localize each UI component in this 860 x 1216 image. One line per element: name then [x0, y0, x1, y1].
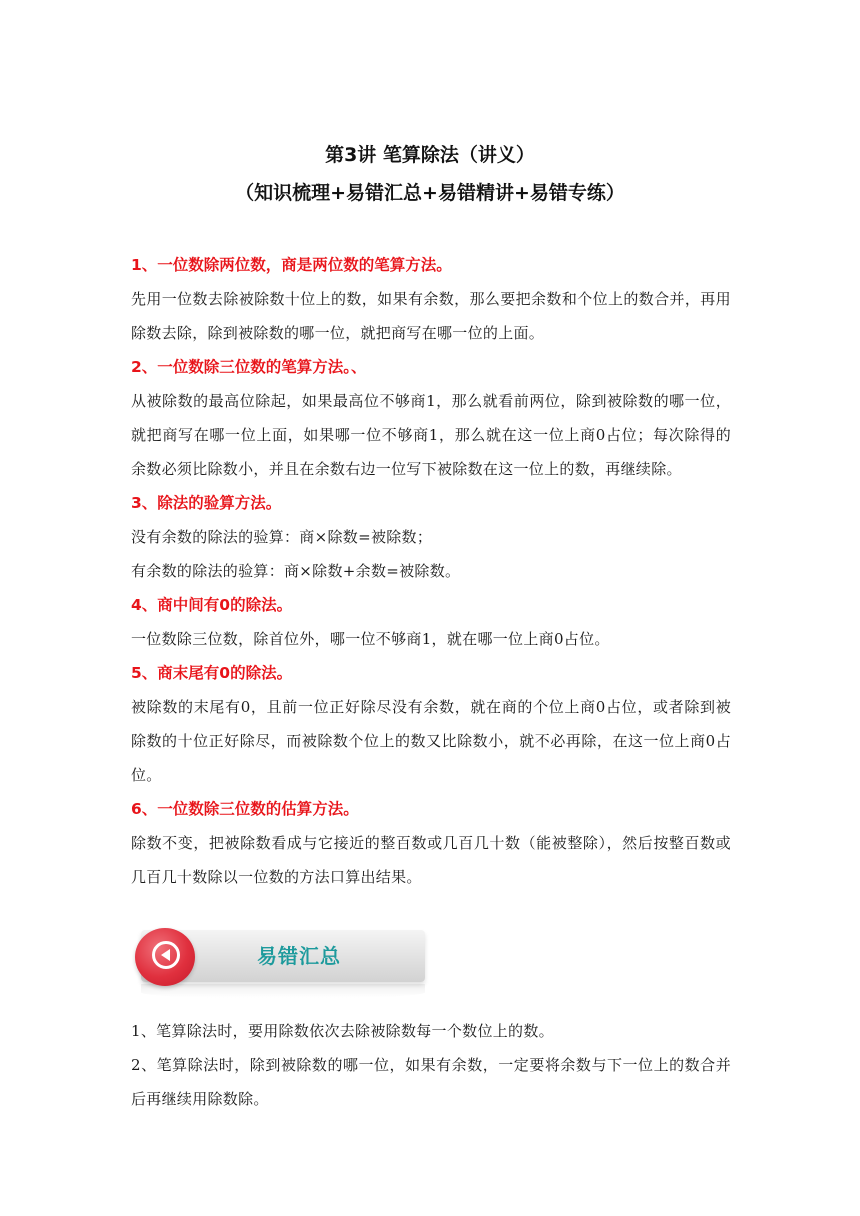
- section-body-5: 被除数的末尾有0，且前一位正好除尽没有余数，就在商的个位上商0占位，或者除到被除数的十位正好除尽，而被除数个位上的数又比除数小，就不必再除，在这一位上商0占位。: [131, 698, 731, 784]
- knowledge-section: [131, 248, 731, 894]
- section-body-6: 除数不变，把被除数看成与它接近的整百数或几百几十数（能被整除），然后按整百数或几百几十数除以一位数的方法口算出结果。: [131, 834, 731, 886]
- error-summary-list: [131, 1014, 731, 1116]
- banner-label: 易错汇总: [257, 944, 341, 968]
- section-heading-1: 1、一位数除两位数，商是两位数的笔算方法。: [131, 256, 452, 274]
- error-item-1: 1、笔算除法时，要用除数依次去除被除数每一个数位上的数。: [131, 1022, 554, 1040]
- section-heading-3: 3、除法的验算方法。: [131, 494, 282, 512]
- page-title: 第3讲 笔算除法（讲义）: [325, 144, 535, 166]
- section-line-3b: 有余数的除法的验算：商×除数+余数=被除数。: [131, 562, 461, 580]
- page-subtitle: （知识梳理+易错汇总+易错精讲+易错专练）: [235, 182, 625, 204]
- section-heading-2: 2、一位数除三位数的笔算方法。、: [131, 358, 367, 376]
- section-heading-6: 6、一位数除三位数的估算方法。: [131, 800, 359, 818]
- section-line-3a: 没有余数的除法的验算：商×除数=被除数；: [131, 528, 433, 546]
- error-summary-banner: [131, 928, 425, 984]
- section-body-2: 从被除数的最高位除起，如果最高位不够商1，那么就看前两位，除到被除数的哪一位，就把商写在哪一位上面，如果哪一位不够商1，那么就在这一位上商0占位；每次除得的余数必须比除数小，并且在余数右边一位写下被除数在这一位上的数，再继续除。: [131, 392, 731, 478]
- section-body-1: 先用一位数去除被除数十位上的数，如果有余数，那么要把余数和个位上的数合并，再用除数去除，除到被除数的哪一位，就把商写在哪一位的上面。: [131, 290, 731, 342]
- section-heading-5: 5、商末尾有0的除法。: [131, 664, 293, 682]
- banner-shadow: [141, 984, 425, 998]
- section-body-4: 一位数除三位数，除首位外，哪一位不够商1，就在哪一位上商0占位。: [131, 630, 610, 648]
- error-item-2: 2、笔算除法时，除到被除数的哪一位，如果有余数，一定要将余数与下一位上的数合并后再继续用除数除。: [131, 1056, 731, 1108]
- left-arrow-circle-icon: [135, 928, 195, 986]
- section-heading-4: 4、商中间有0的除法。: [131, 596, 293, 614]
- left-arrow-icon: [161, 949, 170, 961]
